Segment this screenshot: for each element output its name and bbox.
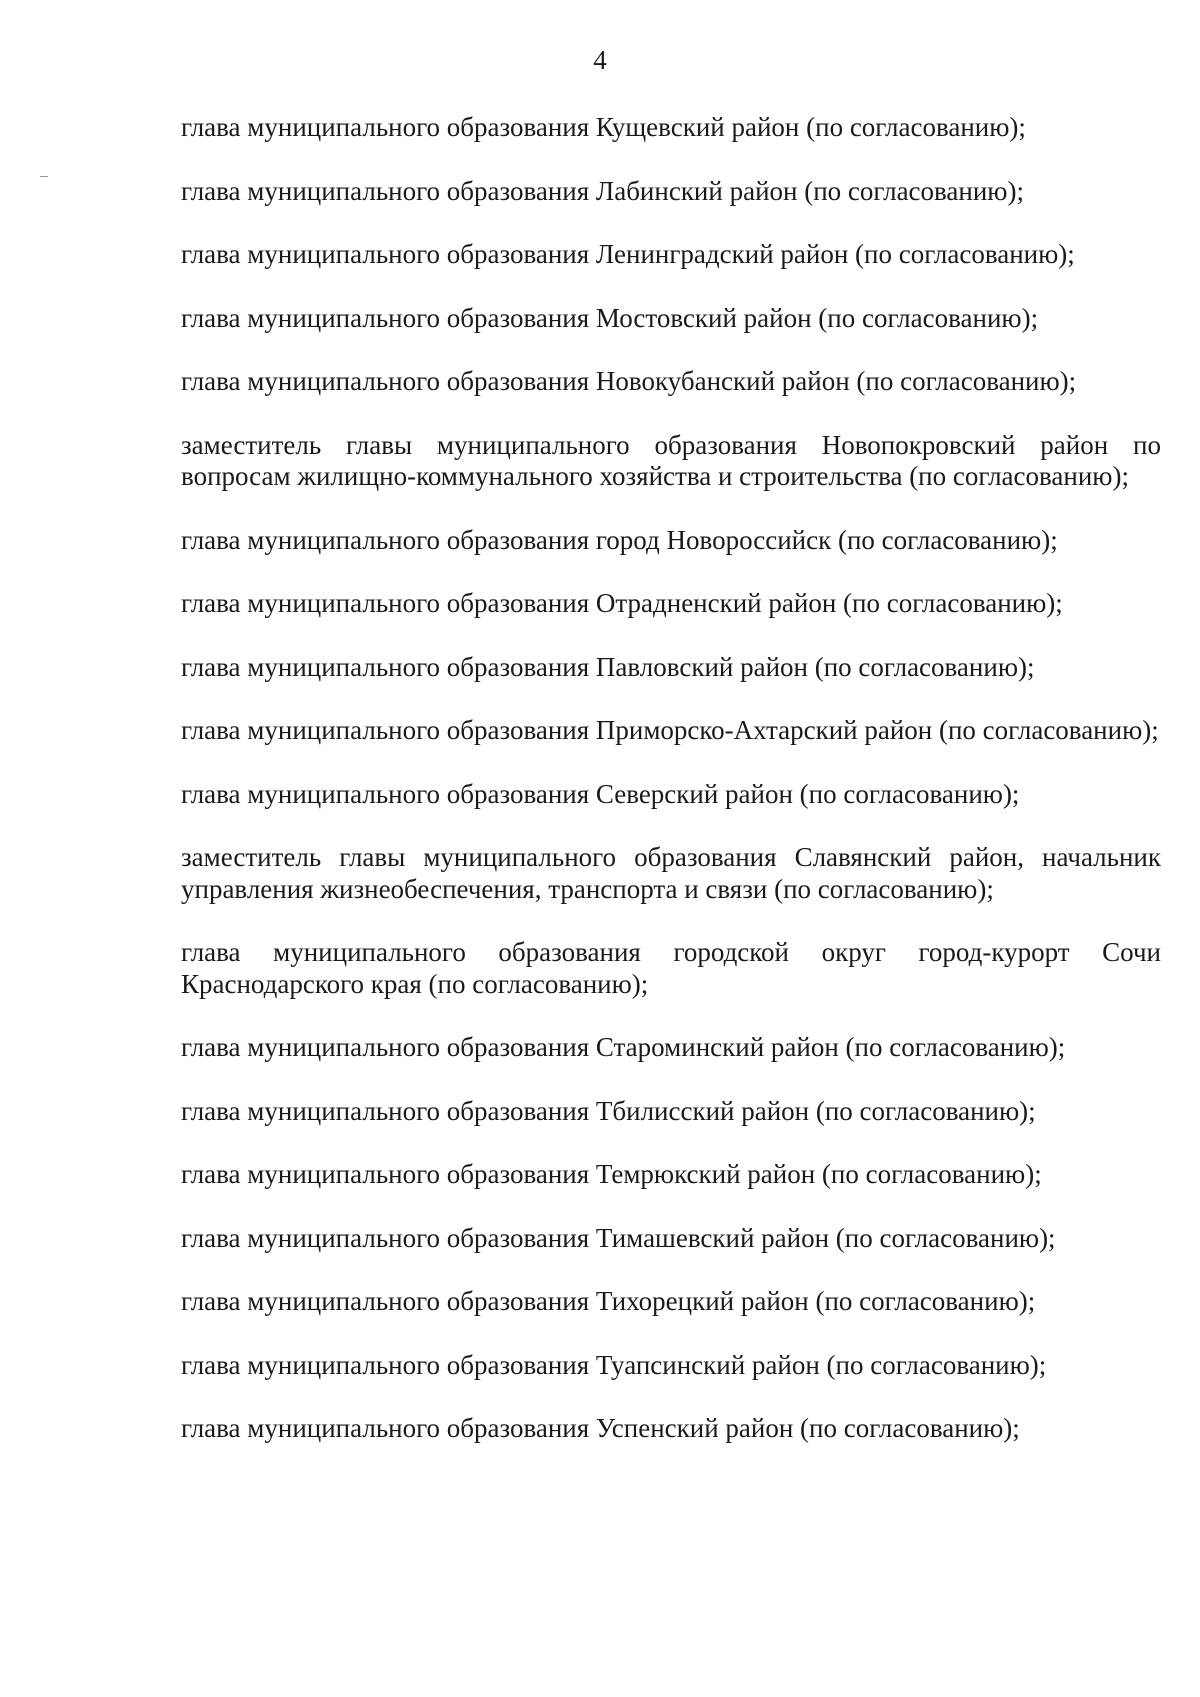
list-item: глава муниципального образования Тимашевский район (по согласованию);	[181, 1222, 1056, 1253]
list-item: заместитель главы муниципального образования Славянский район, начальник управления жизнеобеспечения, транспорта и связи (по согласованию);	[181, 842, 1161, 904]
list-item: глава муниципального образования Северский район (по согласованию);	[181, 778, 1020, 809]
list-item: глава муниципального образования Тихорецкий район (по согласованию);	[181, 1286, 1036, 1316]
list-item: глава муниципального образования Приморско-Ахтарский район (по согласованию);	[181, 715, 1159, 745]
list-item: глава муниципального образования Тбилисский район (по согласованию);	[181, 1095, 1036, 1126]
scan-artifact-mark	[40, 176, 48, 177]
member-list	[181, 112, 1161, 1477]
list-item: глава муниципального образования Новокубанский район (по согласованию);	[181, 366, 1077, 396]
list-item: глава муниципального образования Темрюкский район (по согласованию);	[181, 1159, 1042, 1189]
list-item: глава муниципального образования Кущевский район (по согласованию);	[181, 112, 1026, 142]
list-item: глава муниципального образования Отрадненский район (по согласованию);	[181, 588, 1063, 618]
list-item: глава муниципального образования город Новороссийск (по согласованию);	[181, 524, 1058, 555]
list-item: глава муниципального образования Успенский район (по согласованию);	[181, 1413, 1020, 1443]
list-item: глава муниципального образования Мостовский район (по согласованию);	[181, 302, 1039, 333]
page-number: 4	[593, 45, 607, 75]
list-item: глава муниципального образования Староминский район (по согласованию);	[181, 1032, 1066, 1062]
list-item: глава муниципального образования Ленинградский район (по согласованию);	[181, 239, 1075, 269]
list-item: заместитель главы муниципального образования Новопокровский район по вопросам жилищно-коммунального хозяйства и строительства (по согласованию);	[181, 429, 1161, 491]
list-item: глава муниципального образования городской округ город-курорт Сочи Краснодарского края (по согласованию);	[181, 937, 1161, 999]
list-item: глава муниципального образования Лабинский район (по согласованию);	[181, 175, 1024, 206]
list-item: глава муниципального образования Туапсинский район (по согласованию);	[181, 1349, 1047, 1380]
list-item: глава муниципального образования Павловский район (по согласованию);	[181, 651, 1035, 682]
